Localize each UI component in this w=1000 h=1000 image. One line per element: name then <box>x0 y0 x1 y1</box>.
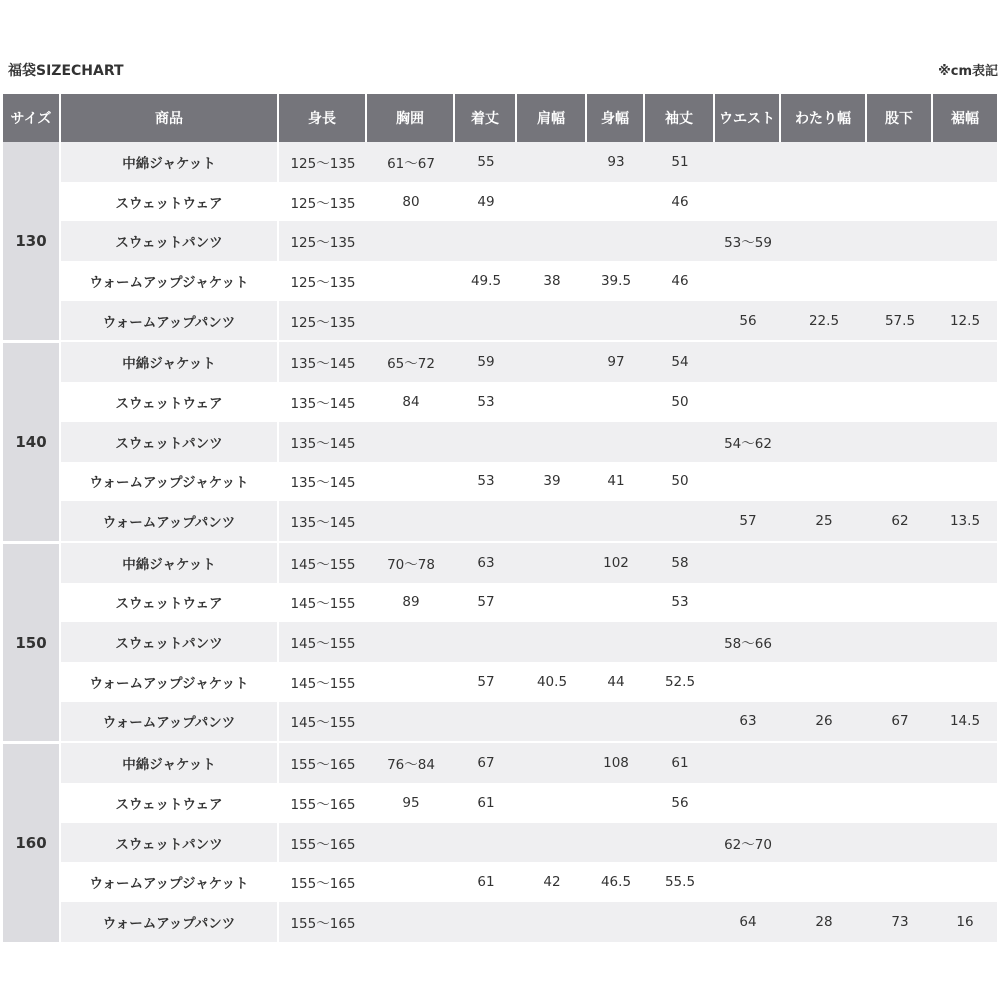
height-cell: 125～135 <box>279 301 367 341</box>
inseam-cell <box>867 340 933 382</box>
length-cell: 61 <box>455 862 517 902</box>
hem-cell <box>933 382 997 422</box>
height-cell: 135～145 <box>279 501 367 541</box>
waist-cell: 53～59 <box>715 221 781 261</box>
height-cell: 155～165 <box>279 862 367 902</box>
waist-cell <box>715 862 781 902</box>
shoulder-cell <box>517 902 587 942</box>
table-row <box>3 741 997 783</box>
chest-cell: 65～72 <box>367 340 455 382</box>
body-width-cell <box>587 622 645 662</box>
shoulder-cell <box>517 142 587 182</box>
shoulder-cell <box>517 182 587 222</box>
body-width-cell: 97 <box>587 340 645 382</box>
chest-cell: 80 <box>367 182 455 222</box>
inseam-cell <box>867 221 933 261</box>
table-row <box>3 783 997 823</box>
inseam-cell <box>867 142 933 182</box>
product-cell: 中綿ジャケット <box>61 541 279 583</box>
waist-cell: 56 <box>715 301 781 341</box>
table-row <box>3 862 997 902</box>
table-row <box>3 382 997 422</box>
table-row <box>3 182 997 222</box>
inseam-cell <box>867 382 933 422</box>
sleeve-cell <box>645 422 715 462</box>
waist-cell <box>715 382 781 422</box>
product-cell: スウェットウェア <box>61 583 279 623</box>
shoulder-cell <box>517 783 587 823</box>
product-cell: ウォームアップジャケット <box>61 261 279 301</box>
body-width-cell: 46.5 <box>587 862 645 902</box>
thigh-cell: 25 <box>781 501 867 541</box>
inseam-cell: 57.5 <box>867 301 933 341</box>
chest-cell <box>367 902 455 942</box>
hem-cell <box>933 422 997 462</box>
hem-cell <box>933 583 997 623</box>
height-cell: 135～145 <box>279 340 367 382</box>
table-row <box>3 142 997 182</box>
hem-cell: 12.5 <box>933 301 997 341</box>
sleeve-cell: 58 <box>645 541 715 583</box>
product-cell: 中綿ジャケット <box>61 340 279 382</box>
chest-cell <box>367 702 455 742</box>
thigh-cell <box>781 583 867 623</box>
table-row <box>3 702 997 742</box>
sleeve-cell <box>645 823 715 863</box>
inseam-cell <box>867 462 933 502</box>
waist-cell <box>715 741 781 783</box>
thigh-cell <box>781 622 867 662</box>
product-cell: スウェットウェア <box>61 382 279 422</box>
sleeve-cell: 56 <box>645 783 715 823</box>
body-width-cell <box>587 382 645 422</box>
shoulder-cell <box>517 301 587 341</box>
chest-cell <box>367 462 455 502</box>
waist-cell <box>715 583 781 623</box>
table-row <box>3 462 997 502</box>
shoulder-cell <box>517 382 587 422</box>
sleeve-cell: 50 <box>645 462 715 502</box>
waist-cell <box>715 261 781 301</box>
length-cell: 55 <box>455 142 517 182</box>
header-length: 着丈 <box>455 94 517 142</box>
height-cell: 125～135 <box>279 182 367 222</box>
hem-cell <box>933 741 997 783</box>
hem-cell: 13.5 <box>933 501 997 541</box>
thigh-cell <box>781 741 867 783</box>
chart-title: 福袋SIZECHART <box>8 63 124 79</box>
inseam-cell <box>867 862 933 902</box>
thigh-cell <box>781 142 867 182</box>
sleeve-cell: 54 <box>645 340 715 382</box>
inseam-cell <box>867 823 933 863</box>
product-cell: スウェットウェア <box>61 182 279 222</box>
body-width-cell <box>587 783 645 823</box>
waist-cell: 57 <box>715 501 781 541</box>
product-cell: 中綿ジャケット <box>61 142 279 182</box>
unit-note: ※cm表記 <box>938 64 998 79</box>
inseam-cell <box>867 741 933 783</box>
chest-cell <box>367 823 455 863</box>
height-cell: 145～155 <box>279 583 367 623</box>
height-cell: 135～145 <box>279 422 367 462</box>
thigh-cell <box>781 862 867 902</box>
header-thigh: わたり幅 <box>781 94 867 142</box>
sleeve-cell <box>645 622 715 662</box>
thigh-cell <box>781 823 867 863</box>
shoulder-cell: 42 <box>517 862 587 902</box>
product-cell: ウォームアップジャケット <box>61 462 279 502</box>
product-cell: ウォームアップパンツ <box>61 501 279 541</box>
chest-cell <box>367 301 455 341</box>
chest-cell: 61～67 <box>367 142 455 182</box>
header-waist: ウエスト <box>715 94 781 142</box>
height-cell: 135～145 <box>279 382 367 422</box>
length-cell: 59 <box>455 340 517 382</box>
length-cell <box>455 221 517 261</box>
waist-cell <box>715 340 781 382</box>
size-cell: 130 <box>3 142 61 340</box>
height-cell: 145～155 <box>279 541 367 583</box>
height-cell: 125～135 <box>279 261 367 301</box>
table-body <box>3 142 997 942</box>
shoulder-cell <box>517 221 587 261</box>
table-row <box>3 221 997 261</box>
length-cell <box>455 501 517 541</box>
body-width-cell: 44 <box>587 662 645 702</box>
header-row <box>3 94 997 142</box>
table-row <box>3 422 997 462</box>
product-cell: スウェットウェア <box>61 783 279 823</box>
waist-cell <box>715 142 781 182</box>
height-cell: 125～135 <box>279 221 367 261</box>
length-cell <box>455 902 517 942</box>
hem-cell: 16 <box>933 902 997 942</box>
thigh-cell <box>781 541 867 583</box>
sleeve-cell <box>645 702 715 742</box>
sleeve-cell: 50 <box>645 382 715 422</box>
body-width-cell <box>587 221 645 261</box>
body-width-cell: 102 <box>587 541 645 583</box>
chest-cell <box>367 501 455 541</box>
shoulder-cell <box>517 583 587 623</box>
waist-cell: 62～70 <box>715 823 781 863</box>
inseam-cell <box>867 541 933 583</box>
hem-cell <box>933 261 997 301</box>
waist-cell <box>715 783 781 823</box>
length-cell: 57 <box>455 583 517 623</box>
shoulder-cell <box>517 823 587 863</box>
product-cell: スウェットパンツ <box>61 622 279 662</box>
sleeve-cell: 46 <box>645 182 715 222</box>
product-cell: ウォームアップジャケット <box>61 862 279 902</box>
shoulder-cell <box>517 741 587 783</box>
chest-cell: 70～78 <box>367 541 455 583</box>
length-cell: 49.5 <box>455 261 517 301</box>
length-cell <box>455 823 517 863</box>
header-body-width: 身幅 <box>587 94 645 142</box>
hem-cell <box>933 622 997 662</box>
height-cell: 155～165 <box>279 823 367 863</box>
size-cell: 160 <box>3 741 61 941</box>
thigh-cell <box>781 382 867 422</box>
hem-cell <box>933 182 997 222</box>
thigh-cell: 22.5 <box>781 301 867 341</box>
waist-cell <box>715 462 781 502</box>
body-width-cell <box>587 702 645 742</box>
sleeve-cell: 61 <box>645 741 715 783</box>
body-width-cell: 39.5 <box>587 261 645 301</box>
product-cell: ウォームアップジャケット <box>61 662 279 702</box>
product-cell: スウェットパンツ <box>61 422 279 462</box>
inseam-cell <box>867 182 933 222</box>
chest-cell <box>367 622 455 662</box>
hem-cell <box>933 783 997 823</box>
product-cell: スウェットパンツ <box>61 823 279 863</box>
header-product: 商品 <box>61 94 279 142</box>
thigh-cell <box>781 221 867 261</box>
hem-cell <box>933 142 997 182</box>
sleeve-cell: 52.5 <box>645 662 715 702</box>
chest-cell: 89 <box>367 583 455 623</box>
thigh-cell: 28 <box>781 902 867 942</box>
height-cell: 145～155 <box>279 702 367 742</box>
thigh-cell <box>781 662 867 702</box>
body-width-cell <box>587 501 645 541</box>
sleeve-cell <box>645 221 715 261</box>
inseam-cell <box>867 783 933 823</box>
inseam-cell <box>867 622 933 662</box>
height-cell: 135～145 <box>279 462 367 502</box>
hem-cell <box>933 662 997 702</box>
body-width-cell <box>587 823 645 863</box>
thigh-cell: 26 <box>781 702 867 742</box>
table-row <box>3 340 997 382</box>
shoulder-cell <box>517 422 587 462</box>
waist-cell: 64 <box>715 902 781 942</box>
length-cell: 61 <box>455 783 517 823</box>
length-cell <box>455 622 517 662</box>
table-row <box>3 902 997 942</box>
thigh-cell <box>781 340 867 382</box>
shoulder-cell: 38 <box>517 261 587 301</box>
chest-cell <box>367 221 455 261</box>
shoulder-cell: 39 <box>517 462 587 502</box>
table-row <box>3 662 997 702</box>
product-cell: ウォームアップパンツ <box>61 902 279 942</box>
thigh-cell <box>781 261 867 301</box>
length-cell: 63 <box>455 541 517 583</box>
table-row <box>3 261 997 301</box>
hem-cell: 14.5 <box>933 702 997 742</box>
length-cell: 49 <box>455 182 517 222</box>
waist-cell: 54～62 <box>715 422 781 462</box>
height-cell: 125～135 <box>279 142 367 182</box>
hem-cell <box>933 340 997 382</box>
body-width-cell <box>587 301 645 341</box>
length-cell <box>455 301 517 341</box>
sleeve-cell <box>645 301 715 341</box>
body-width-cell: 108 <box>587 741 645 783</box>
inseam-cell: 73 <box>867 902 933 942</box>
height-cell: 145～155 <box>279 622 367 662</box>
length-cell: 57 <box>455 662 517 702</box>
length-cell <box>455 422 517 462</box>
chest-cell <box>367 261 455 301</box>
thigh-cell <box>781 783 867 823</box>
waist-cell <box>715 541 781 583</box>
header-shoulder: 肩幅 <box>517 94 587 142</box>
height-cell: 155～165 <box>279 741 367 783</box>
product-cell: 中綿ジャケット <box>61 741 279 783</box>
header-chest: 胸囲 <box>367 94 455 142</box>
size-cell: 150 <box>3 541 61 741</box>
length-cell: 53 <box>455 462 517 502</box>
hem-cell <box>933 462 997 502</box>
thigh-cell <box>781 422 867 462</box>
chest-cell: 95 <box>367 783 455 823</box>
height-cell: 145～155 <box>279 662 367 702</box>
chest-cell <box>367 662 455 702</box>
shoulder-cell <box>517 340 587 382</box>
shoulder-cell <box>517 501 587 541</box>
body-width-cell <box>587 182 645 222</box>
inseam-cell <box>867 261 933 301</box>
hem-cell <box>933 823 997 863</box>
inseam-cell <box>867 422 933 462</box>
header-height: 身長 <box>279 94 367 142</box>
height-cell: 155～165 <box>279 783 367 823</box>
shoulder-cell <box>517 541 587 583</box>
table-row <box>3 823 997 863</box>
chest-cell: 76～84 <box>367 741 455 783</box>
waist-cell: 63 <box>715 702 781 742</box>
body-width-cell: 93 <box>587 142 645 182</box>
product-cell: ウォームアップパンツ <box>61 702 279 742</box>
thigh-cell <box>781 462 867 502</box>
chest-cell <box>367 862 455 902</box>
chest-cell: 84 <box>367 382 455 422</box>
inseam-cell <box>867 662 933 702</box>
hem-cell <box>933 221 997 261</box>
table-row <box>3 622 997 662</box>
height-cell: 155～165 <box>279 902 367 942</box>
table-row <box>3 301 997 341</box>
body-width-cell <box>587 583 645 623</box>
inseam-cell <box>867 583 933 623</box>
sleeve-cell: 53 <box>645 583 715 623</box>
inseam-cell: 67 <box>867 702 933 742</box>
product-cell: スウェットパンツ <box>61 221 279 261</box>
product-cell: ウォームアップパンツ <box>61 301 279 341</box>
table-row <box>3 501 997 541</box>
body-width-cell <box>587 422 645 462</box>
shoulder-cell: 40.5 <box>517 662 587 702</box>
thigh-cell <box>781 182 867 222</box>
length-cell: 67 <box>455 741 517 783</box>
shoulder-cell <box>517 702 587 742</box>
size-cell: 140 <box>3 340 61 540</box>
body-width-cell <box>587 902 645 942</box>
sleeve-cell <box>645 501 715 541</box>
length-cell: 53 <box>455 382 517 422</box>
header-size: サイズ <box>3 94 61 142</box>
sleeve-cell: 55.5 <box>645 862 715 902</box>
header-sleeve: 袖丈 <box>645 94 715 142</box>
header-hem: 裾幅 <box>933 94 997 142</box>
body-width-cell: 41 <box>587 462 645 502</box>
sleeve-cell: 51 <box>645 142 715 182</box>
sleeve-cell: 46 <box>645 261 715 301</box>
hem-cell <box>933 541 997 583</box>
inseam-cell: 62 <box>867 501 933 541</box>
length-cell <box>455 702 517 742</box>
table-row <box>3 583 997 623</box>
waist-cell <box>715 662 781 702</box>
chest-cell <box>367 422 455 462</box>
size-chart-table <box>3 94 997 942</box>
header-inseam: 股下 <box>867 94 933 142</box>
hem-cell <box>933 862 997 902</box>
waist-cell: 58～66 <box>715 622 781 662</box>
sleeve-cell <box>645 902 715 942</box>
shoulder-cell <box>517 622 587 662</box>
table-row <box>3 541 997 583</box>
waist-cell <box>715 182 781 222</box>
